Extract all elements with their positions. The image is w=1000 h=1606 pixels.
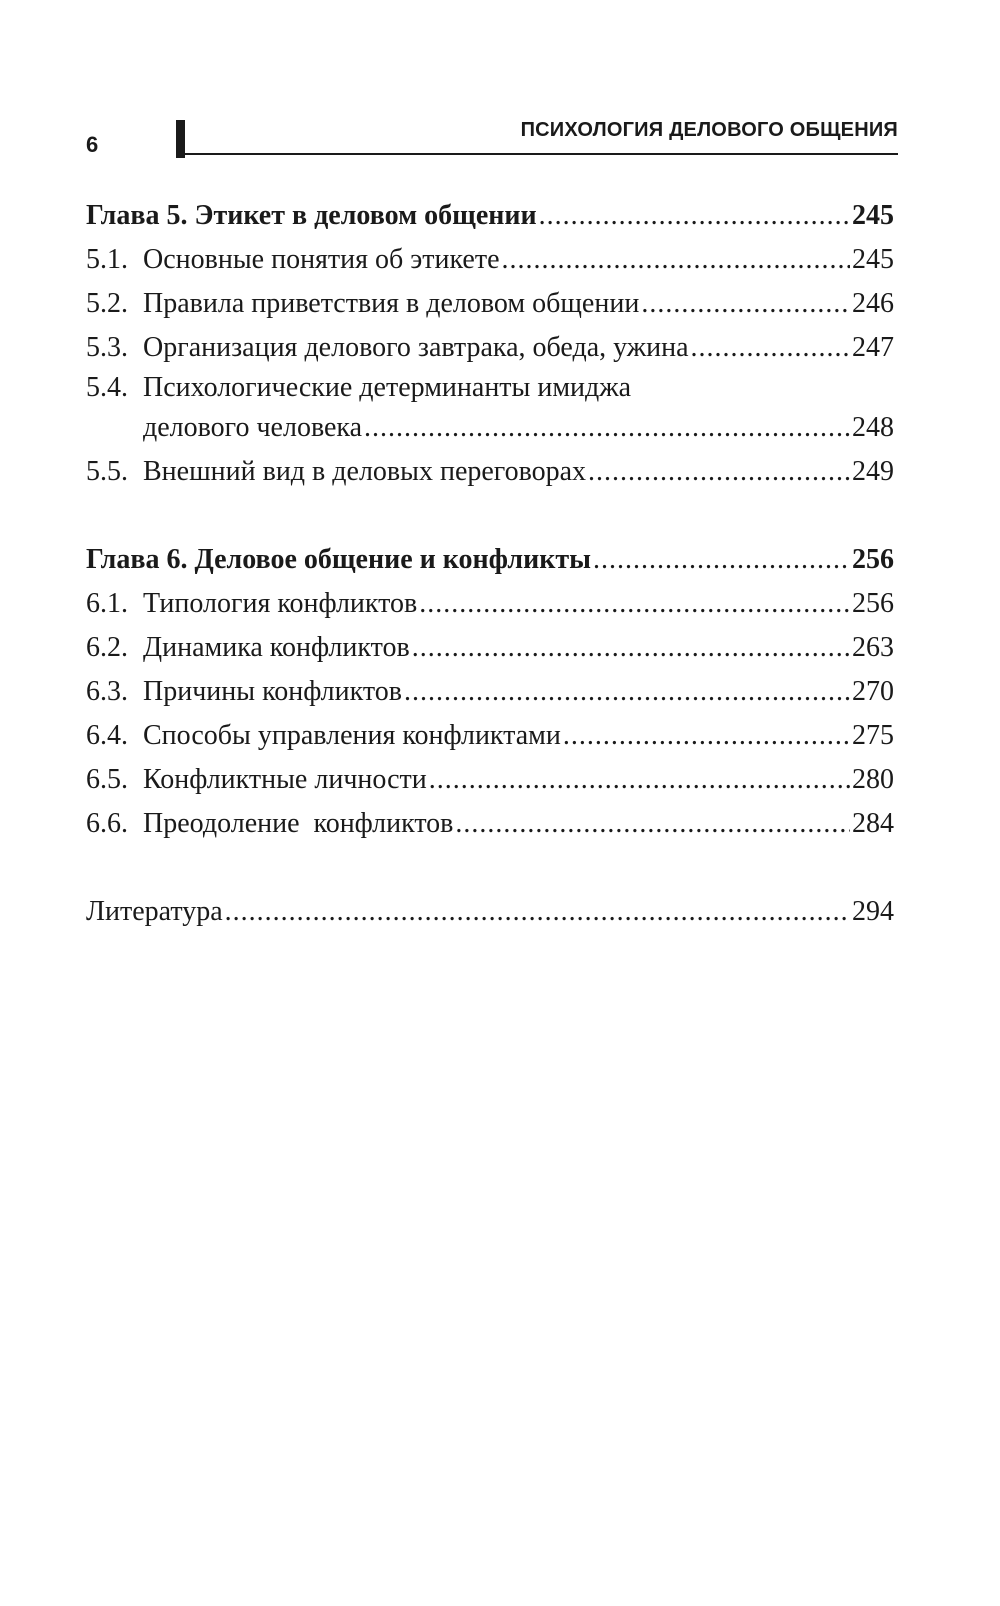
toc-page: 294 bbox=[852, 896, 894, 927]
toc-leader bbox=[364, 406, 850, 450]
running-title: ПСИХОЛОГИЯ ДЕЛОВОГО ОБЩЕНИЯ bbox=[520, 119, 898, 141]
toc-leader bbox=[593, 538, 850, 582]
toc-leader bbox=[588, 450, 850, 494]
toc-number: 6.5. bbox=[86, 764, 128, 795]
toc-leader bbox=[404, 670, 850, 714]
toc-number: 5.1. bbox=[86, 244, 128, 275]
running-header bbox=[86, 112, 898, 162]
toc-chapter-6[interactable] bbox=[86, 538, 894, 582]
toc-title: Типология конфликтов bbox=[143, 588, 418, 619]
page-number: 6 bbox=[86, 132, 99, 157]
toc-literature[interactable] bbox=[86, 890, 894, 934]
toc-leader bbox=[563, 714, 850, 758]
toc-leader bbox=[691, 326, 850, 370]
toc-page: 256 bbox=[852, 544, 894, 575]
toc-entry-6-1[interactable] bbox=[86, 582, 894, 626]
toc-leader bbox=[455, 802, 850, 846]
toc-entry-6-2[interactable] bbox=[86, 626, 894, 670]
toc-page: 275 bbox=[852, 720, 894, 751]
toc-title: Литература bbox=[86, 896, 223, 927]
toc-entry-5-5[interactable] bbox=[86, 450, 894, 494]
toc-leader bbox=[641, 282, 850, 326]
toc-number: 5.5. bbox=[86, 456, 128, 487]
toc-entry-5-4-line2[interactable] bbox=[86, 406, 894, 450]
toc-leader bbox=[539, 194, 850, 238]
toc-number: 6.4. bbox=[86, 720, 128, 751]
toc-title: Динамика конфликтов bbox=[143, 632, 410, 663]
toc-page: 247 bbox=[852, 332, 894, 363]
toc-title: Глава 6. Деловое общение и конфликты bbox=[86, 544, 591, 575]
toc-page: 246 bbox=[852, 288, 894, 319]
toc-chapter-5[interactable] bbox=[86, 194, 894, 238]
toc-number: 5.3. bbox=[86, 332, 128, 363]
toc-title: Психологические детерминанты имиджа bbox=[143, 372, 632, 403]
toc-title: Правила приветствия в деловом общении bbox=[143, 288, 640, 319]
toc-page: 280 bbox=[852, 764, 894, 795]
toc-entry-6-4[interactable] bbox=[86, 714, 894, 758]
toc-number: 6.3. bbox=[86, 676, 128, 707]
toc-entry-5-4-line1[interactable] bbox=[86, 370, 894, 406]
toc-leader bbox=[429, 758, 850, 802]
toc-title: Организация делового завтрака, обеда, ужина bbox=[143, 332, 689, 363]
toc-page: 256 bbox=[852, 588, 894, 619]
toc-page: 245 bbox=[852, 244, 894, 275]
toc-title: Конфликтные личности bbox=[143, 764, 427, 795]
toc-leader bbox=[225, 890, 850, 934]
toc-entry-5-2[interactable] bbox=[86, 282, 894, 326]
toc-number: 5.2. bbox=[86, 288, 128, 319]
toc-leader bbox=[419, 582, 850, 626]
toc-number: 5.4. bbox=[86, 372, 128, 403]
table-of-contents bbox=[86, 194, 894, 934]
toc-entry-6-6[interactable] bbox=[86, 802, 894, 846]
toc-leader bbox=[412, 626, 850, 670]
toc-title: Глава 5. Этикет в деловом общении bbox=[86, 200, 537, 231]
toc-page: 249 bbox=[852, 456, 894, 487]
toc-entry-6-5[interactable] bbox=[86, 758, 894, 802]
toc-entry-5-3[interactable] bbox=[86, 326, 894, 370]
toc-title: Преодоление конфликтов bbox=[143, 808, 454, 839]
toc-leader bbox=[502, 238, 850, 282]
toc-number: 6.6. bbox=[86, 808, 128, 839]
toc-page: 245 bbox=[852, 200, 894, 231]
toc-page: 263 bbox=[852, 632, 894, 663]
toc-page: 270 bbox=[852, 676, 894, 707]
toc-title: Причины конфликтов bbox=[143, 676, 402, 707]
header-rule bbox=[176, 153, 898, 155]
toc-page: 284 bbox=[852, 808, 894, 839]
toc-title: Основные понятия об этикете bbox=[143, 244, 500, 275]
toc-title: Внешний вид в деловых переговорах bbox=[143, 456, 587, 487]
toc-title-continued: делового человека bbox=[143, 412, 363, 443]
toc-entry-5-1[interactable] bbox=[86, 238, 894, 282]
toc-title: Способы управления конфликтами bbox=[143, 720, 561, 751]
toc-page: 248 bbox=[852, 412, 894, 443]
toc-entry-6-3[interactable] bbox=[86, 670, 894, 714]
toc-number: 6.2. bbox=[86, 632, 128, 663]
toc-number: 6.1. bbox=[86, 588, 128, 619]
